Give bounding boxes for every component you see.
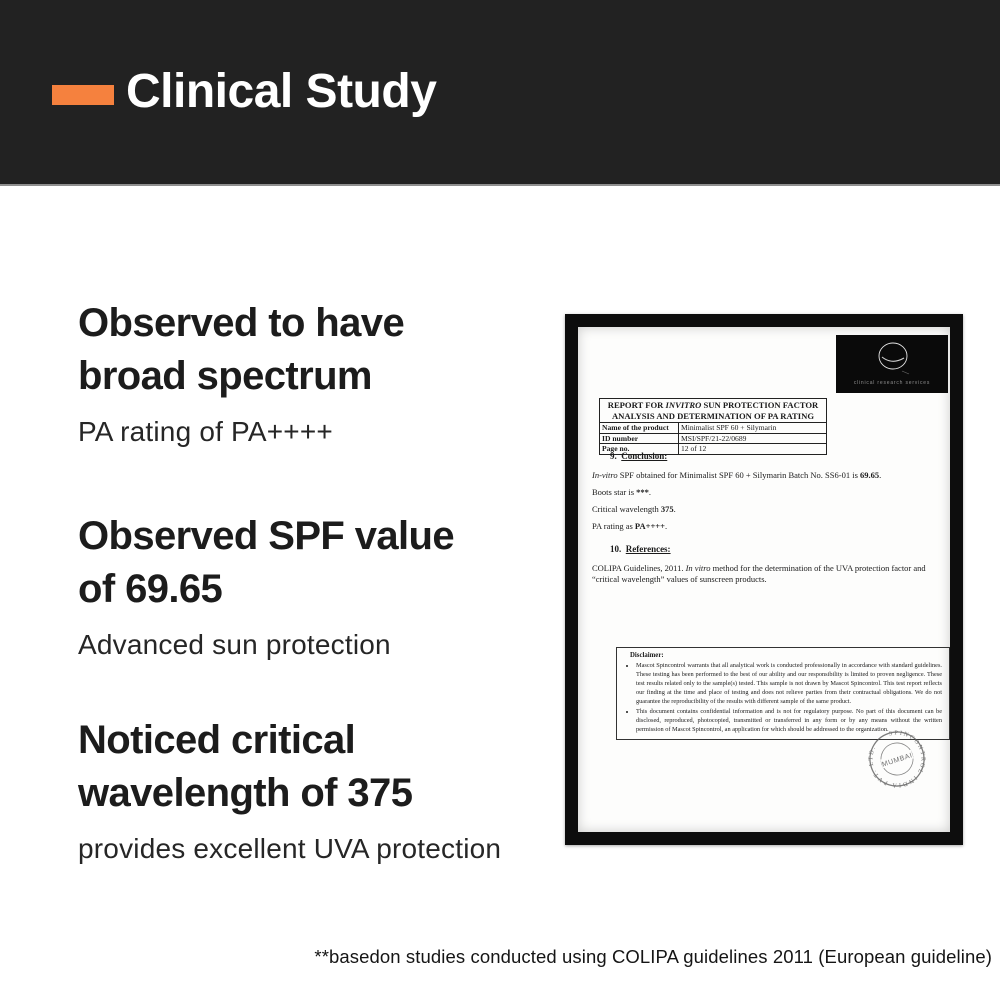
table-row <box>600 433 827 444</box>
lab-logo <box>836 335 948 393</box>
claim-title-line: Observed SPF value <box>78 514 455 558</box>
claim-spf-value <box>78 510 558 661</box>
references-label: References: <box>625 544 671 554</box>
references-heading <box>610 544 936 555</box>
table-row <box>600 423 827 434</box>
claim-title-line: wavelength of 375 <box>78 771 413 815</box>
claim-subtitle: PA rating of PA++++ <box>78 416 333 447</box>
report-body <box>592 451 936 585</box>
row-label: Page no. <box>600 444 679 455</box>
row-value: MSI/SPF/21-22/0689 <box>679 433 827 444</box>
report-title-line1: REPORT FOR INVITRO SUN PROTECTION FACTOR <box>607 400 819 410</box>
disclaimer-heading: Disclaimer: <box>630 652 664 659</box>
claim-title <box>78 297 558 403</box>
clinical-study-banner <box>0 0 1000 186</box>
conclusion-label: Conclusion: <box>621 451 668 461</box>
claim-critical-wavelength <box>78 714 558 865</box>
claim-title-line: of 69.65 <box>78 567 223 611</box>
report-page <box>578 327 950 832</box>
conclusion-number: 9. <box>610 451 617 461</box>
row-label: ID number <box>600 433 679 444</box>
claim-broad-spectrum <box>78 297 558 448</box>
stamp-center-text: MUMBAI <box>881 752 914 769</box>
stamp-ring-text: SPINCONTROL INDIA PVT. LTD. <box>867 729 927 789</box>
row-value: Minimalist SPF 60 + Silymarin <box>679 423 827 434</box>
conclusion-line: Critical wavelength 375. <box>592 504 676 514</box>
conclusion-line: PA rating as PA++++. <box>592 521 668 531</box>
report-title-cell <box>600 399 827 423</box>
conclusion-line: In-vitro SPF obtained for Minimalist SPF 60 + Silymarin Batch No. SS6-01 is 69.65. <box>592 470 882 480</box>
table-row <box>600 399 827 423</box>
claim-subtitle: provides excellent UVA protection <box>78 833 502 864</box>
logo-caption: clinical research services <box>853 380 931 386</box>
references-number: 10. <box>610 544 622 554</box>
claim-title-line: Noticed critical <box>78 718 356 762</box>
report-photo-frame <box>565 314 963 845</box>
page-title: Clinical Study <box>126 65 437 118</box>
report-header-table <box>599 398 827 455</box>
disclaimer-item: • This document contains confidential information and is not for regulatory purpose. No part of this document can be disclosed, reproduced, photocopied, transmitted or transferred in any form or by any means without the written permission of Mascot Spincontrol, an application for which should be addressed to the organization. <box>636 707 942 734</box>
conclusion-heading <box>610 451 936 462</box>
disclaimer-item: • Mascot Spincontrol warrants that all analytical work is conducted professionally in accordance with standard guidelines. These testing has been performed to the best of our ability and our responsibility is limited to proven negligence. These test results related only to the sample(s) tested. This sample is not drawn by Mascot Spincontrol. This test report reflects our finding at the time and place of testing and does not relieve parties from their contractual obligations. We do not guarantee the reproducibility of the results with different sample of the same product. <box>636 661 942 706</box>
claim-title <box>78 714 558 820</box>
claim-title-line: Observed to have <box>78 301 405 345</box>
references-body: COLIPA Guidelines, 2011. In vitro method for the determination of the UVA protection factor and “critical wavelength” values of sunscreen products. <box>592 563 926 584</box>
disclaimer-list <box>624 661 942 734</box>
row-value: 12 of 12 <box>679 444 827 455</box>
accent-dash-icon <box>52 85 114 105</box>
claim-subtitle: Advanced sun protection <box>78 629 391 660</box>
claim-title <box>78 510 558 616</box>
report-title-line2: ANALYSIS AND DETERMINATION OF PA RATING <box>611 410 815 421</box>
footnote: **basedon studies conducted using COLIPA guidelines 2011 (European guideline) <box>314 946 992 967</box>
claim-title-line: broad spectrum <box>78 354 372 398</box>
row-label: Name of the product <box>600 423 679 434</box>
conclusion-line: Boots star is ***. <box>592 487 652 497</box>
